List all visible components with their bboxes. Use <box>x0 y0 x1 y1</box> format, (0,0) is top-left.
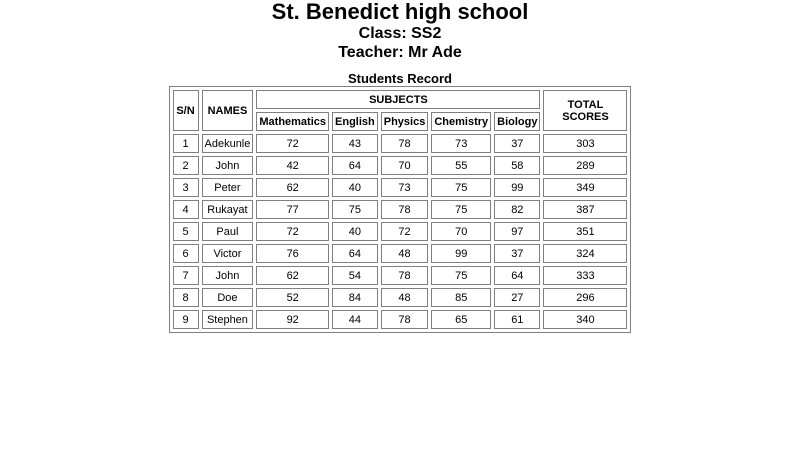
score-cell-physics: 48 <box>381 244 429 263</box>
score-cell-chemistry: 85 <box>431 288 491 307</box>
sn-column-header: S/N <box>173 90 199 131</box>
score-cell-english: 40 <box>332 178 378 197</box>
table-body <box>173 134 628 329</box>
table-row <box>173 178 628 197</box>
sn-cell: 2 <box>173 156 199 175</box>
score-cell-mathematics: 42 <box>256 156 329 175</box>
teacher-label: Teacher: Mr Ade <box>338 44 462 61</box>
table-row <box>173 222 628 241</box>
score-cell-biology: 37 <box>494 134 540 153</box>
students-record-table <box>169 86 632 333</box>
score-cell-chemistry: 73 <box>431 134 491 153</box>
score-cell-biology: 58 <box>494 156 540 175</box>
score-cell-physics: 70 <box>381 156 429 175</box>
header-row-top <box>173 90 628 109</box>
sn-cell: 6 <box>173 244 199 263</box>
name-cell: Peter <box>202 178 254 197</box>
sn-cell: 8 <box>173 288 199 307</box>
name-cell: John <box>202 266 254 285</box>
name-cell: Doe <box>202 288 254 307</box>
score-cell-chemistry: 55 <box>431 156 491 175</box>
score-cell-chemistry: 75 <box>431 178 491 197</box>
total-score-cell: 296 <box>543 288 627 307</box>
sn-cell: 4 <box>173 200 199 219</box>
total-score-cell: 340 <box>543 310 627 329</box>
score-cell-english: 44 <box>332 310 378 329</box>
score-cell-mathematics: 76 <box>256 244 329 263</box>
total-score-cell: 351 <box>543 222 627 241</box>
score-cell-mathematics: 62 <box>256 178 329 197</box>
total-score-cell: 349 <box>543 178 627 197</box>
subject-header-chemistry: Chemistry <box>431 112 491 131</box>
total-scores-column-header: TOTAL SCORES <box>543 90 627 131</box>
score-cell-chemistry: 99 <box>431 244 491 263</box>
sn-cell: 5 <box>173 222 199 241</box>
score-cell-biology: 82 <box>494 200 540 219</box>
total-score-cell: 333 <box>543 266 627 285</box>
sn-cell: 7 <box>173 266 199 285</box>
names-column-header: NAMES <box>202 90 254 131</box>
score-cell-english: 54 <box>332 266 378 285</box>
score-cell-biology: 37 <box>494 244 540 263</box>
table-row <box>173 156 628 175</box>
school-name: St. Benedict high school <box>271 0 529 24</box>
table-row <box>173 134 628 153</box>
table-row <box>173 266 628 285</box>
score-cell-mathematics: 77 <box>256 200 329 219</box>
sn-cell: 9 <box>173 310 199 329</box>
score-cell-biology: 27 <box>494 288 540 307</box>
subject-header-english: English <box>332 112 378 131</box>
class-label: Class: SS2 <box>358 25 442 42</box>
table-row <box>173 310 628 329</box>
score-cell-chemistry: 75 <box>431 200 491 219</box>
sn-cell: 3 <box>173 178 199 197</box>
table-row <box>173 200 628 219</box>
total-score-cell: 324 <box>543 244 627 263</box>
page-header <box>0 0 800 62</box>
score-cell-biology: 61 <box>494 310 540 329</box>
score-cell-biology: 97 <box>494 222 540 241</box>
score-cell-english: 75 <box>332 200 378 219</box>
total-score-cell: 303 <box>543 134 627 153</box>
score-cell-physics: 78 <box>381 200 429 219</box>
score-cell-mathematics: 72 <box>256 134 329 153</box>
subject-header-mathematics: Mathematics <box>256 112 329 131</box>
score-cell-mathematics: 92 <box>256 310 329 329</box>
score-cell-chemistry: 75 <box>431 266 491 285</box>
name-cell: Paul <box>202 222 254 241</box>
score-cell-physics: 78 <box>381 266 429 285</box>
score-cell-mathematics: 72 <box>256 222 329 241</box>
score-cell-physics: 72 <box>381 222 429 241</box>
score-cell-english: 84 <box>332 288 378 307</box>
score-cell-physics: 48 <box>381 288 429 307</box>
total-score-cell: 289 <box>543 156 627 175</box>
score-cell-mathematics: 62 <box>256 266 329 285</box>
score-cell-english: 43 <box>332 134 378 153</box>
table-row <box>173 288 628 307</box>
subjects-group-header: SUBJECTS <box>256 90 540 109</box>
name-cell: Victor <box>202 244 254 263</box>
score-cell-english: 64 <box>332 156 378 175</box>
score-cell-physics: 73 <box>381 178 429 197</box>
score-cell-chemistry: 70 <box>431 222 491 241</box>
score-cell-english: 64 <box>332 244 378 263</box>
score-cell-physics: 78 <box>381 134 429 153</box>
score-cell-chemistry: 65 <box>431 310 491 329</box>
score-cell-mathematics: 52 <box>256 288 329 307</box>
name-cell: Rukayat <box>202 200 254 219</box>
subject-header-physics: Physics <box>381 112 429 131</box>
total-score-cell: 387 <box>543 200 627 219</box>
name-cell: John <box>202 156 254 175</box>
score-cell-english: 40 <box>332 222 378 241</box>
score-cell-biology: 64 <box>494 266 540 285</box>
subject-header-biology: Biology <box>494 112 540 131</box>
name-cell: Adekunle <box>202 134 254 153</box>
score-cell-biology: 99 <box>494 178 540 197</box>
table-caption: Students Record <box>347 71 452 86</box>
name-cell: Stephen <box>202 310 254 329</box>
sn-cell: 1 <box>173 134 199 153</box>
table-row <box>173 244 628 263</box>
score-cell-physics: 78 <box>381 310 429 329</box>
